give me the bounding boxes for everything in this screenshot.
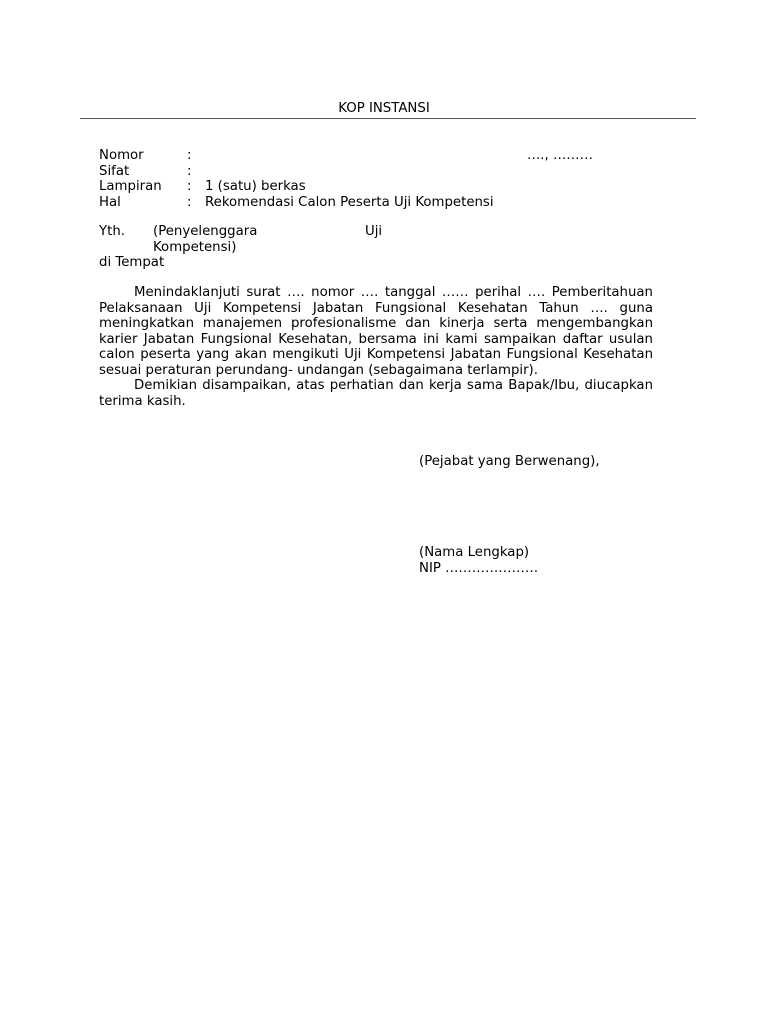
meta-colon: : (187, 163, 192, 179)
meta-colon: : (187, 194, 192, 210)
signatory-title: (Pejabat yang Berwenang), (419, 454, 600, 469)
meta-row-hal (99, 195, 639, 211)
meta-value: 1 (satu) berkas (205, 179, 306, 194)
recipient-place: di Tempat (99, 255, 165, 270)
letterhead-rule (80, 118, 696, 119)
meta-row-lampiran (99, 179, 639, 195)
meta-colon: : (187, 148, 192, 163)
meta-label: Hal (99, 194, 121, 210)
recipient-name-part: Uji (365, 224, 383, 239)
recipient-name-continued: Kompetensi) (153, 239, 237, 255)
meta-row-nomor (99, 148, 639, 164)
letterhead-title: KOP INSTANSI (338, 101, 430, 116)
recipient-block (99, 224, 399, 271)
letter-meta (99, 148, 639, 210)
letter-body (99, 285, 653, 409)
body-paragraph: Menindaklanjuti surat …. nomor …. tanggal …… perihal …. Pemberitahuan Pelaksanaan Uji Kompetensi Jabatan Fungsional Kesehatan Tahun …. guna meningkatkan manajemen profesionalisme dan kinerja serta mengembangkan karier Jabatan Fungsional Kesehatan, bersama ini kami sampaikan daftar usulan calon peserta yang akan mengikuti Uji Kompetensi Jabatan Fungsional Kesehatan sesuai peraturan perundang- undangan (sebagaimana terlampir). (99, 285, 653, 378)
meta-row-sifat (99, 164, 639, 180)
letter-date: …., ……… (527, 148, 593, 163)
recipient-name-part: (Penyelenggara (153, 224, 258, 239)
body-paragraph: Demikian disampaikan, atas perhatian dan kerja sama Bapak/Ibu, diucapkan terima kasih. (99, 378, 653, 409)
meta-value: Rekomendasi Calon Peserta Uji Kompetensi (205, 194, 494, 210)
signatory-nip: NIP ………………… (419, 561, 539, 576)
recipient-line (99, 224, 399, 240)
meta-label: Nomor (99, 148, 144, 163)
signatory-name: (Nama Lengkap) (419, 545, 530, 560)
meta-label: Sifat (99, 163, 130, 179)
meta-colon: : (187, 179, 192, 194)
recipient-salutation: Yth. (99, 224, 125, 239)
meta-label: Lampiran (99, 179, 162, 194)
